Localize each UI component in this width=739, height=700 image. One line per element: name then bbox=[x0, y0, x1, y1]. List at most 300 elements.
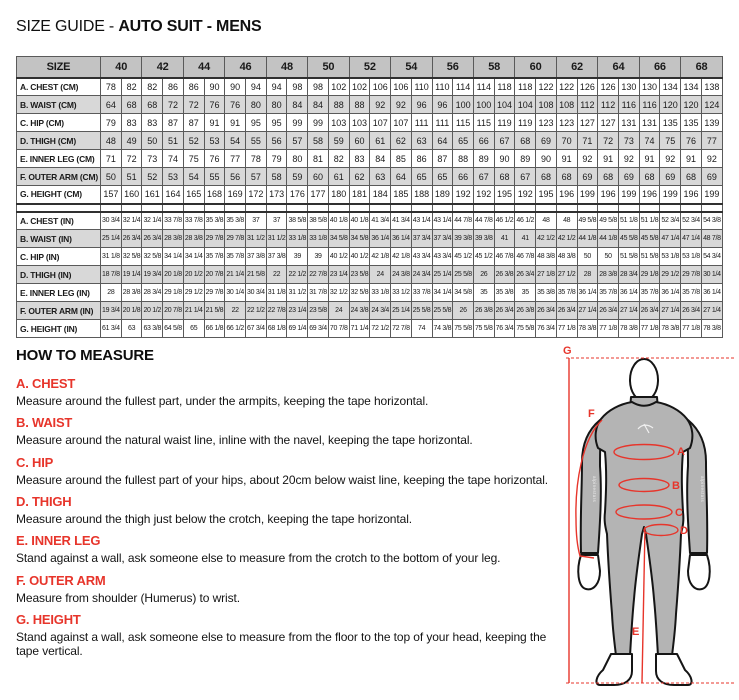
size-value-cell: 61 bbox=[328, 168, 349, 186]
row-label: C. HIP (IN) bbox=[17, 248, 101, 266]
measure-item-text: Measure around the thigh just below the crotch, keeping the tape horizontal. bbox=[16, 511, 412, 526]
size-value-cell: 80 bbox=[266, 96, 287, 114]
size-value-cell: 96 bbox=[411, 96, 432, 114]
size-value-cell: 35 3/8 bbox=[536, 284, 557, 302]
table-row bbox=[17, 320, 723, 338]
table-row bbox=[17, 150, 723, 168]
size-value-cell: 107 bbox=[391, 114, 412, 132]
size-value-cell: 77 1/8 bbox=[598, 320, 619, 338]
size-value-cell: 33 7/8 bbox=[411, 284, 432, 302]
size-value-cell: 37 bbox=[266, 212, 287, 230]
size-column-header: 50 bbox=[308, 57, 349, 78]
size-value-cell: 33 1/8 bbox=[308, 230, 329, 248]
size-value-cell: 78 3/8 bbox=[701, 320, 722, 338]
size-column-header: 62 bbox=[556, 57, 597, 78]
size-value-cell: 68 bbox=[536, 168, 557, 186]
size-value-cell: 26 3/4 bbox=[556, 302, 577, 320]
size-value-cell: 27 1/4 bbox=[577, 302, 598, 320]
size-value-cell: 68 bbox=[639, 168, 660, 186]
size-value-cell: 60 bbox=[308, 168, 329, 186]
size-value-cell: 72 bbox=[163, 96, 184, 114]
size-value-cell: 31 1/2 bbox=[287, 284, 308, 302]
size-value-cell: 77 1/8 bbox=[681, 320, 702, 338]
measure-item-label: D. THIGH bbox=[16, 493, 72, 509]
size-value-cell: 86 bbox=[183, 78, 204, 96]
size-value-cell: 26 3/4 bbox=[681, 302, 702, 320]
row-label: F. OUTER ARM (IN) bbox=[17, 302, 101, 320]
size-value-cell: 26 3/8 bbox=[473, 302, 494, 320]
size-value-cell: 26 3/4 bbox=[494, 302, 515, 320]
figure-right-foot bbox=[656, 654, 692, 685]
size-value-cell: 32 1/2 bbox=[328, 284, 349, 302]
size-value-cell: 91 bbox=[225, 114, 246, 132]
size-value-cell: 19 1/4 bbox=[121, 266, 142, 284]
size-value-cell: 30 1/4 bbox=[701, 266, 722, 284]
row-label: C. HIP (CM) bbox=[17, 114, 101, 132]
size-value-cell: 32 5/8 bbox=[121, 248, 142, 266]
measure-item-label: B. WAIST bbox=[16, 415, 73, 431]
size-value-cell: 36 1/4 bbox=[618, 284, 639, 302]
size-value-cell: 181 bbox=[349, 186, 370, 204]
size-value-cell: 76 bbox=[204, 150, 225, 168]
size-value-cell: 99 bbox=[308, 114, 329, 132]
diagram-label-g: G bbox=[563, 345, 572, 357]
size-value-cell: 84 bbox=[370, 150, 391, 168]
size-value-cell: 74 bbox=[639, 132, 660, 150]
size-value-cell: 68 bbox=[494, 168, 515, 186]
how-to-measure-section bbox=[16, 347, 556, 667]
size-value-cell: 29 1/2 bbox=[183, 284, 204, 302]
size-value-cell: 23 1/4 bbox=[287, 302, 308, 320]
size-value-cell: 110 bbox=[411, 78, 432, 96]
size-value-cell: 118 bbox=[515, 78, 536, 96]
size-value-cell: 21 1/4 bbox=[183, 302, 204, 320]
size-value-cell: 58 bbox=[308, 132, 329, 150]
size-value-cell: 184 bbox=[370, 186, 391, 204]
size-value-cell: 131 bbox=[639, 114, 660, 132]
size-value-cell: 98 bbox=[308, 78, 329, 96]
size-value-cell: 196 bbox=[639, 186, 660, 204]
size-value-cell: 44 7/8 bbox=[453, 212, 474, 230]
size-value-cell: 41 bbox=[515, 230, 536, 248]
size-value-cell: 66 1/8 bbox=[204, 320, 225, 338]
size-value-cell: 77 bbox=[225, 150, 246, 168]
size-value-cell: 48 3/8 bbox=[536, 248, 557, 266]
size-value-cell: 41 3/4 bbox=[370, 212, 391, 230]
size-column-header: 64 bbox=[598, 57, 639, 78]
size-value-cell: 36 1/4 bbox=[391, 230, 412, 248]
size-value-cell: 69 bbox=[536, 132, 557, 150]
size-value-cell: 112 bbox=[577, 96, 598, 114]
size-value-cell: 72 bbox=[121, 150, 142, 168]
size-value-cell: 76 3/4 bbox=[494, 320, 515, 338]
size-value-cell: 91 bbox=[598, 150, 619, 168]
size-value-cell: 66 1/2 bbox=[225, 320, 246, 338]
size-value-cell: 103 bbox=[349, 114, 370, 132]
size-value-cell: 66 bbox=[473, 132, 494, 150]
size-value-cell: 51 5/8 bbox=[639, 248, 660, 266]
table-row bbox=[17, 284, 723, 302]
size-value-cell: 20 1/8 bbox=[121, 302, 142, 320]
size-value-cell: 19 3/4 bbox=[101, 302, 122, 320]
size-value-cell: 30 3/4 bbox=[246, 284, 267, 302]
size-value-cell: 49 5/8 bbox=[598, 212, 619, 230]
size-value-cell: 108 bbox=[556, 96, 577, 114]
size-value-cell: 26 bbox=[473, 266, 494, 284]
size-value-cell: 48 7/8 bbox=[701, 230, 722, 248]
size-value-cell: 120 bbox=[681, 96, 702, 114]
size-value-cell: 58 bbox=[266, 168, 287, 186]
size-value-cell: 51 bbox=[121, 168, 142, 186]
size-value-cell: 83 bbox=[121, 114, 142, 132]
table-row bbox=[17, 302, 723, 320]
size-value-cell: 37 3/8 bbox=[246, 248, 267, 266]
size-value-cell: 45 1/2 bbox=[453, 248, 474, 266]
size-value-cell: 54 bbox=[225, 132, 246, 150]
size-value-cell: 26 3/4 bbox=[515, 266, 536, 284]
inner-leg-measure-line bbox=[642, 527, 645, 683]
size-value-cell: 119 bbox=[494, 114, 515, 132]
table-row bbox=[17, 186, 723, 204]
table-row bbox=[17, 132, 723, 150]
size-value-cell: 116 bbox=[618, 96, 639, 114]
row-label: G. HEIGHT (IN) bbox=[17, 320, 101, 338]
size-value-cell: 50 bbox=[598, 248, 619, 266]
size-value-cell: 24 3/4 bbox=[411, 266, 432, 284]
size-value-cell: 104 bbox=[494, 96, 515, 114]
size-value-cell: 20 1/2 bbox=[183, 266, 204, 284]
size-value-cell: 69 bbox=[660, 168, 681, 186]
size-value-cell: 90 bbox=[536, 150, 557, 168]
size-value-cell: 69 1/4 bbox=[287, 320, 308, 338]
size-value-cell: 32 1/4 bbox=[121, 212, 142, 230]
size-value-cell: 189 bbox=[432, 186, 453, 204]
size-value-cell: 20 7/8 bbox=[204, 266, 225, 284]
size-value-cell: 69 bbox=[701, 168, 722, 186]
size-value-cell: 44 1/8 bbox=[577, 230, 598, 248]
size-value-cell: 94 bbox=[266, 78, 287, 96]
size-value-cell: 32 1/4 bbox=[142, 212, 163, 230]
size-value-cell: 92 bbox=[701, 150, 722, 168]
size-value-cell: 27 1/2 bbox=[556, 266, 577, 284]
size-value-cell: 199 bbox=[701, 186, 722, 204]
size-value-cell: 40 1/8 bbox=[328, 212, 349, 230]
size-value-cell: 35 7/8 bbox=[639, 284, 660, 302]
size-value-cell: 31 1/2 bbox=[266, 230, 287, 248]
measure-item-text: Measure around the fullest part of your hips, about 20cm below waist line, keeping the tape horizontal. bbox=[16, 472, 549, 487]
size-value-cell: 35 bbox=[473, 284, 494, 302]
size-value-cell: 60 bbox=[349, 132, 370, 150]
diagram-label-c: C bbox=[675, 507, 683, 519]
row-label: G. HEIGHT (CM) bbox=[17, 186, 101, 204]
size-value-cell: 94 bbox=[246, 78, 267, 96]
size-value-cell: 192 bbox=[453, 186, 474, 204]
size-value-cell: 46 1/2 bbox=[494, 212, 515, 230]
size-value-cell: 46 7/8 bbox=[494, 248, 515, 266]
size-value-cell: 192 bbox=[515, 186, 536, 204]
size-value-cell: 43 3/4 bbox=[432, 248, 453, 266]
page-title-prefix: SIZE GUIDE - bbox=[16, 18, 119, 35]
measure-item-text: Measure from shoulder (Humerus) to wrist. bbox=[16, 590, 240, 605]
size-value-cell: 74 bbox=[411, 320, 432, 338]
size-value-cell: 55 bbox=[204, 168, 225, 186]
size-value-cell: 27 1/4 bbox=[660, 302, 681, 320]
diagram-label-b: B bbox=[672, 480, 680, 492]
measure-item bbox=[16, 456, 556, 487]
size-value-cell: 63 bbox=[370, 168, 391, 186]
size-value-cell: 78 bbox=[101, 78, 122, 96]
size-value-cell: 72 bbox=[183, 96, 204, 114]
size-value-cell: 24 bbox=[328, 302, 349, 320]
right-arm-brand-text: alpinestars bbox=[700, 476, 705, 503]
size-column-header: 56 bbox=[432, 57, 473, 78]
size-value-cell: 21 5/8 bbox=[246, 266, 267, 284]
size-value-cell: 88 bbox=[349, 96, 370, 114]
size-value-cell: 75 5/8 bbox=[453, 320, 474, 338]
size-value-cell: 49 5/8 bbox=[577, 212, 598, 230]
size-value-cell: 72 bbox=[598, 132, 619, 150]
size-value-cell: 77 bbox=[701, 132, 722, 150]
size-value-cell: 69 bbox=[577, 168, 598, 186]
size-value-cell: 173 bbox=[266, 186, 287, 204]
figure-left-foot bbox=[596, 654, 632, 685]
size-value-cell: 61 bbox=[370, 132, 391, 150]
table-row bbox=[17, 114, 723, 132]
size-value-cell: 83 bbox=[349, 150, 370, 168]
size-value-cell: 61 3/4 bbox=[101, 320, 122, 338]
size-value-cell: 53 bbox=[204, 132, 225, 150]
size-value-cell: 119 bbox=[515, 114, 536, 132]
size-value-cell: 51 5/8 bbox=[618, 248, 639, 266]
size-value-cell: 40 1/2 bbox=[349, 248, 370, 266]
size-value-cell: 67 3/4 bbox=[246, 320, 267, 338]
size-value-cell: 68 bbox=[142, 96, 163, 114]
size-value-cell: 56 bbox=[266, 132, 287, 150]
size-value-cell: 67 bbox=[494, 132, 515, 150]
size-value-cell: 37 3/4 bbox=[411, 230, 432, 248]
measure-item-label: A. CHEST bbox=[16, 376, 76, 391]
size-value-cell: 65 bbox=[432, 168, 453, 186]
size-value-cell: 32 5/8 bbox=[142, 248, 163, 266]
size-value-cell: 138 bbox=[701, 78, 722, 96]
size-value-cell: 20 1/8 bbox=[163, 266, 184, 284]
size-value-cell: 28 3/8 bbox=[163, 230, 184, 248]
size-value-cell: 38 5/8 bbox=[287, 212, 308, 230]
size-value-cell: 71 bbox=[101, 150, 122, 168]
size-value-cell: 188 bbox=[411, 186, 432, 204]
size-column-header: 60 bbox=[515, 57, 556, 78]
size-value-cell: 34 1/4 bbox=[163, 248, 184, 266]
size-value-cell: 80 bbox=[287, 150, 308, 168]
size-value-cell: 131 bbox=[618, 114, 639, 132]
size-value-cell: 78 3/8 bbox=[618, 320, 639, 338]
size-value-cell: 18 7/8 bbox=[101, 266, 122, 284]
size-value-cell: 65 bbox=[411, 168, 432, 186]
size-value-cell: 40 1/8 bbox=[349, 212, 370, 230]
size-value-cell: 51 1/8 bbox=[639, 212, 660, 230]
diagram-label-a: A bbox=[677, 446, 685, 458]
size-value-cell: 75 bbox=[183, 150, 204, 168]
size-value-cell: 67 bbox=[515, 168, 536, 186]
size-value-cell: 63 3/8 bbox=[142, 320, 163, 338]
size-value-cell: 25 5/8 bbox=[453, 266, 474, 284]
size-value-cell: 36 1/4 bbox=[660, 284, 681, 302]
size-value-cell: 87 bbox=[432, 150, 453, 168]
size-value-cell: 64 bbox=[391, 168, 412, 186]
size-value-cell: 78 3/8 bbox=[577, 320, 598, 338]
size-value-cell: 110 bbox=[432, 78, 453, 96]
size-value-cell: 106 bbox=[391, 78, 412, 96]
size-value-cell: 87 bbox=[183, 114, 204, 132]
measure-item-label: E. INNER LEG bbox=[16, 533, 101, 549]
size-value-cell: 91 bbox=[639, 150, 660, 168]
size-value-cell: 92 bbox=[370, 96, 391, 114]
size-value-cell: 98 bbox=[287, 78, 308, 96]
size-column-header: 48 bbox=[266, 57, 307, 78]
size-value-cell: 86 bbox=[163, 78, 184, 96]
size-value-cell: 38 5/8 bbox=[308, 212, 329, 230]
size-value-cell: 26 3/8 bbox=[515, 302, 536, 320]
size-value-cell: 34 5/8 bbox=[328, 230, 349, 248]
measurement-diagram bbox=[548, 344, 739, 696]
size-value-cell: 28 bbox=[577, 266, 598, 284]
size-value-cell: 85 bbox=[391, 150, 412, 168]
size-value-cell: 88 bbox=[453, 150, 474, 168]
size-value-cell: 78 3/8 bbox=[660, 320, 681, 338]
size-value-cell: 26 3/4 bbox=[639, 302, 660, 320]
size-value-cell: 116 bbox=[639, 96, 660, 114]
size-value-cell: 91 bbox=[556, 150, 577, 168]
size-column-header: 54 bbox=[391, 57, 432, 78]
size-value-cell: 34 1/4 bbox=[183, 248, 204, 266]
size-value-cell: 199 bbox=[577, 186, 598, 204]
size-value-cell: 82 bbox=[142, 78, 163, 96]
size-value-cell: 44 7/8 bbox=[473, 212, 494, 230]
size-value-cell: 21 1/4 bbox=[225, 266, 246, 284]
size-value-cell: 169 bbox=[225, 186, 246, 204]
how-to-measure-heading: HOW TO MEASURE bbox=[16, 347, 154, 364]
size-value-cell: 81 bbox=[308, 150, 329, 168]
table-row bbox=[17, 96, 723, 114]
size-column-header: 68 bbox=[681, 57, 723, 78]
size-value-cell: 29 7/8 bbox=[225, 230, 246, 248]
measure-item bbox=[16, 416, 556, 447]
size-value-cell: 29 1/8 bbox=[163, 284, 184, 302]
size-value-cell: 36 1/4 bbox=[370, 230, 391, 248]
size-value-cell: 77 1/8 bbox=[639, 320, 660, 338]
size-value-cell: 70 7/8 bbox=[328, 320, 349, 338]
size-value-cell: 126 bbox=[577, 78, 598, 96]
size-value-cell: 54 bbox=[183, 168, 204, 186]
size-value-cell: 53 bbox=[163, 168, 184, 186]
size-value-cell: 50 bbox=[577, 248, 598, 266]
table-row bbox=[17, 230, 723, 248]
size-value-cell: 115 bbox=[453, 114, 474, 132]
size-value-cell: 107 bbox=[370, 114, 391, 132]
size-value-cell: 29 1/2 bbox=[660, 266, 681, 284]
size-value-cell: 30 1/4 bbox=[225, 284, 246, 302]
size-value-cell: 52 3/4 bbox=[660, 212, 681, 230]
size-column-header: 52 bbox=[349, 57, 390, 78]
size-column-header: 42 bbox=[142, 57, 183, 78]
size-value-cell: 102 bbox=[328, 78, 349, 96]
size-value-cell: 45 5/8 bbox=[639, 230, 660, 248]
size-value-cell: 59 bbox=[287, 168, 308, 186]
size-value-cell: 195 bbox=[536, 186, 557, 204]
size-value-cell: 54 3/8 bbox=[701, 212, 722, 230]
size-value-cell: 92 bbox=[391, 96, 412, 114]
size-value-cell: 63 bbox=[411, 132, 432, 150]
size-value-cell: 29 7/8 bbox=[681, 266, 702, 284]
size-value-cell: 80 bbox=[246, 96, 267, 114]
size-value-cell: 83 bbox=[142, 114, 163, 132]
size-value-cell: 68 bbox=[681, 168, 702, 186]
size-value-cell: 42 1/8 bbox=[391, 248, 412, 266]
size-value-cell: 46 1/2 bbox=[515, 212, 536, 230]
size-value-cell: 165 bbox=[183, 186, 204, 204]
size-value-cell: 26 3/4 bbox=[121, 230, 142, 248]
size-value-cell: 52 bbox=[183, 132, 204, 150]
size-value-cell: 33 1/8 bbox=[370, 284, 391, 302]
size-value-cell: 43 3/4 bbox=[411, 248, 432, 266]
size-value-cell: 76 bbox=[681, 132, 702, 150]
left-arm-brand-text: alpinestars bbox=[592, 476, 597, 503]
size-value-cell: 68 bbox=[598, 168, 619, 186]
diagram-label-f: F bbox=[588, 408, 595, 420]
size-value-cell: 40 1/2 bbox=[328, 248, 349, 266]
size-value-cell: 118 bbox=[494, 78, 515, 96]
size-value-cell: 28 3/8 bbox=[598, 266, 619, 284]
row-label: B. WAIST (IN) bbox=[17, 230, 101, 248]
size-value-cell: 37 bbox=[246, 212, 267, 230]
size-value-cell: 47 1/4 bbox=[681, 230, 702, 248]
size-value-cell: 71 bbox=[577, 132, 598, 150]
size-value-cell: 19 3/4 bbox=[142, 266, 163, 284]
size-value-cell: 26 3/4 bbox=[142, 230, 163, 248]
size-value-cell: 29 7/8 bbox=[204, 230, 225, 248]
size-value-cell: 126 bbox=[598, 78, 619, 96]
size-value-cell: 36 1/4 bbox=[701, 284, 722, 302]
size-value-cell: 31 1/8 bbox=[266, 284, 287, 302]
size-value-cell: 130 bbox=[639, 78, 660, 96]
size-value-cell: 75 5/8 bbox=[473, 320, 494, 338]
size-value-cell: 24 3/8 bbox=[391, 266, 412, 284]
size-value-cell: 123 bbox=[536, 114, 557, 132]
size-value-cell: 42 1/2 bbox=[556, 230, 577, 248]
size-value-cell: 196 bbox=[598, 186, 619, 204]
size-value-cell: 68 bbox=[515, 132, 536, 150]
size-value-cell: 36 1/4 bbox=[577, 284, 598, 302]
size-value-cell: 22 7/8 bbox=[266, 302, 287, 320]
page-title-product: AUTO SUIT - MENS bbox=[118, 18, 262, 35]
size-value-cell: 79 bbox=[101, 114, 122, 132]
size-value-cell: 134 bbox=[660, 78, 681, 96]
size-value-cell: 104 bbox=[515, 96, 536, 114]
size-value-cell: 28 bbox=[101, 284, 122, 302]
row-label: D. THIGH (IN) bbox=[17, 266, 101, 284]
size-value-cell: 25 1/4 bbox=[101, 230, 122, 248]
size-value-cell: 35 7/8 bbox=[225, 248, 246, 266]
size-value-cell: 69 3/4 bbox=[308, 320, 329, 338]
figure-right-hand bbox=[688, 555, 710, 589]
size-value-cell: 82 bbox=[328, 150, 349, 168]
size-value-cell: 35 7/8 bbox=[681, 284, 702, 302]
size-value-cell: 33 1/8 bbox=[287, 230, 308, 248]
size-value-cell: 35 3/8 bbox=[204, 212, 225, 230]
measure-item-label: C. HIP bbox=[16, 454, 54, 470]
size-value-cell: 112 bbox=[598, 96, 619, 114]
diagram-label-e: E bbox=[632, 626, 640, 638]
